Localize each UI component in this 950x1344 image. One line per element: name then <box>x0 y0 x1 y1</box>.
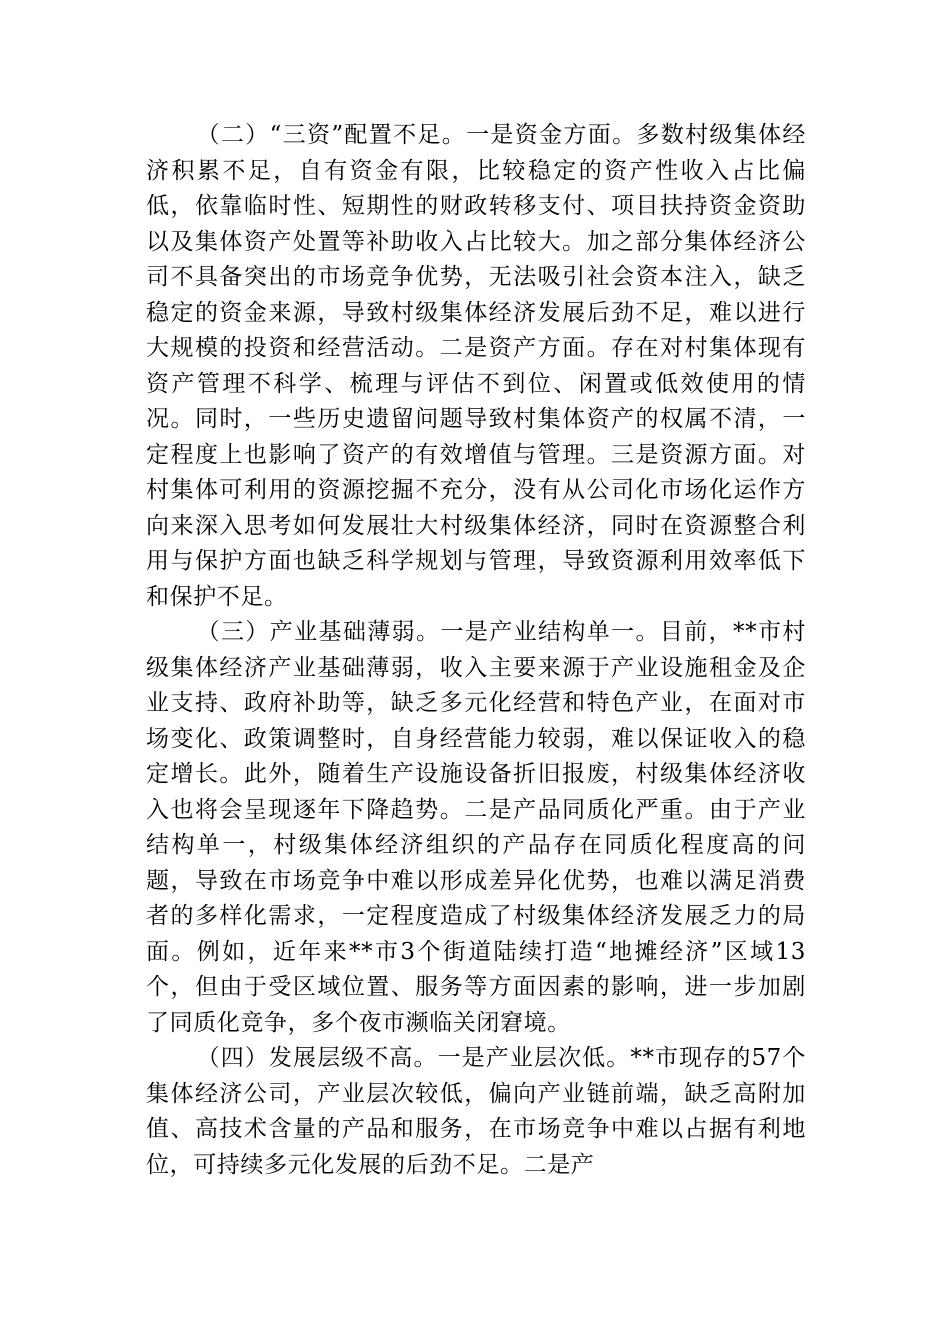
paragraph-industry-foundation <box>146 615 806 1041</box>
section-heading-3: （三）产业基础薄弱。 <box>196 619 441 645</box>
paragraph-body: 一是产业结构单一。目前，**市村级集体经济产业基础薄弱，收入主要来源于产业设施租金及企业支持、政府补助等，缺乏多元化经营和特色产业，在面对市场变化、政策调整时，自身经营能力较弱，难以保证收入的稳定增长。此外，随着生产设施设备折旧报废，村级集体经济收入也将会呈现逐年下降趋势。二是产品同质化严重。由于产业结构单一，村级集体经济组织的产品存在同质化程度高的问题，导致在市场竞争中难以形成差异化优势，也难以满足消费者的多样化需求，一定程度造成了村级集体经济发展乏力的局面。例如，近年来**市3个街道陆续打造“地摊经济”区域13个，但由于受区域位置、服务等方面因素的影响，进一步加剧了同质化竞争，多个夜市濒临关闭窘境。 <box>146 619 807 1036</box>
paragraph-three-resources <box>146 118 806 615</box>
paragraph-body: 一是产业层次低。**市现存的57个集体经济公司，产业层次较低，偏向产业链前端，缺乏高附加值、高技术含量的产品和服务，在市场竞争中难以占据有利地位，可持续多元化发展的后劲不足。二是产 <box>146 1045 807 1178</box>
section-heading-2: （二）“三资”配置不足。 <box>196 122 467 148</box>
paragraph-body: 一是资金方面。多数村级集体经济积累不足，自有资金有限，比较稳定的资产性收入占比偏低，依靠临时性、短期性的财政转移支付、项目扶持资金资助以及集体资产处置等补助收入占比较大。加之部分集体经济公司不具备突出的市场竞争优势，无法吸引社会资本注入，缺乏稳定的资金来源，导致村级集体经济发展后劲不足，难以进行大规模的投资和经营活动。二是资产方面。存在对村集体现有资产管理不科学、梳理与评估不到位、闲置或低效使用的情况。同时，一些历史遗留问题导致村集体资产的权属不清，一定程度上也影响了资产的有效增值与管理。三是资源方面。对村集体可利用的资源挖掘不充分，没有从公司化市场化运作方向来深入思考如何发展壮大村级集体经济，同时在资源整合利用与保护方面也缺乏科学规划与管理，导致资源利用效率低下和保护不足。 <box>146 122 806 610</box>
document-page <box>146 118 806 1183</box>
paragraph-development-level <box>146 1041 806 1183</box>
section-heading-4: （四）发展层级不高。 <box>196 1045 438 1071</box>
